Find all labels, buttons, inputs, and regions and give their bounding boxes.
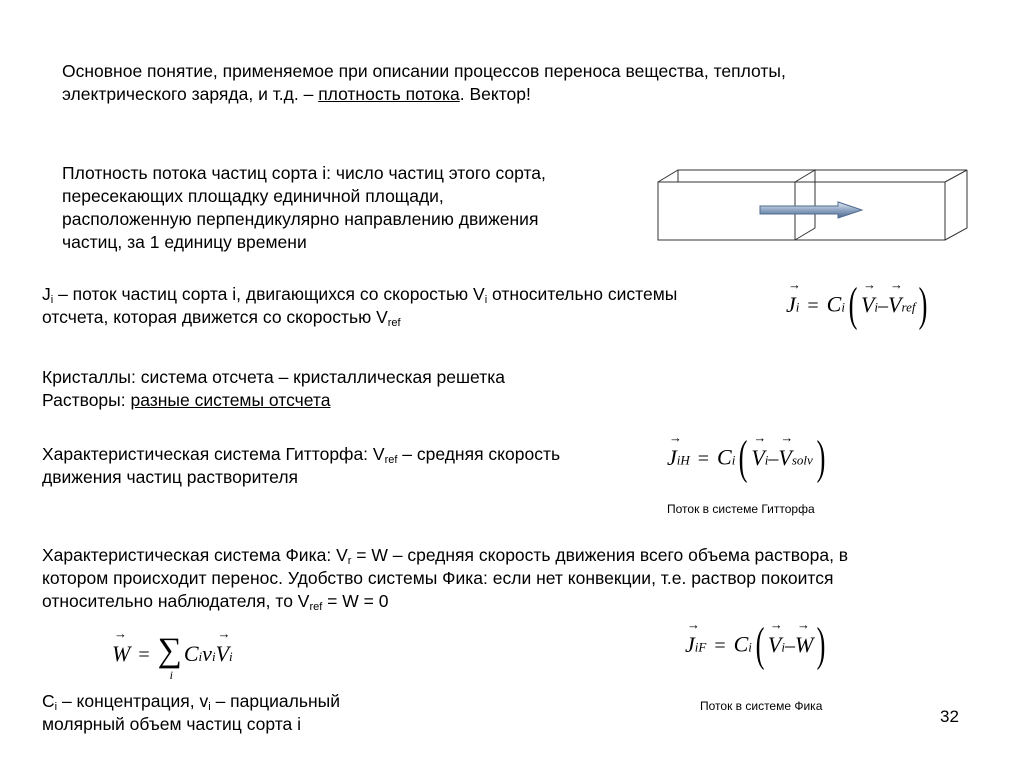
fick-line: = W = 0: [322, 591, 389, 611]
definition-line: частиц, за 1 единицу времени: [62, 232, 307, 252]
subscript: iF: [694, 639, 707, 655]
definition-line: Плотность потока частиц сорта i: число частиц этого сорта,: [62, 163, 546, 183]
subscript: i: [211, 649, 216, 664]
flux-def-text: – поток частиц сорта i, двигающихся со скоростью V: [53, 284, 485, 304]
formula-flux: [786, 278, 931, 331]
vector-V: → V: [861, 292, 874, 318]
sigma: ∑: [157, 632, 182, 669]
equals-sign: =: [807, 294, 819, 317]
subscript: i: [54, 701, 58, 713]
right-paren: ): [919, 278, 928, 331]
flux-def-text: относительно системы: [487, 284, 678, 304]
subscript: i: [50, 294, 54, 306]
hittorf-caption: Поток в системе Гитторфа: [667, 502, 815, 516]
left-paren: (: [848, 278, 858, 331]
hittorf-line: – средняя скорость: [397, 444, 561, 464]
subscript: i: [731, 452, 736, 468]
intro-line-1: Основное понятие, применяемое при описании процессов переноса вещества, теплоты,: [62, 61, 786, 81]
vector-V: → V: [778, 445, 791, 471]
formula-mean-velocity: [112, 632, 233, 682]
definition-line: пересекающих площадку единичной площади,: [62, 186, 444, 206]
subscript: i: [841, 299, 845, 315]
subscript: i: [781, 639, 785, 655]
concentration-line: молярный объем частиц сорта i: [42, 714, 302, 734]
C-symbol: C: [717, 444, 732, 470]
subscript: i: [795, 299, 800, 315]
subscript: r: [347, 555, 352, 567]
formula-hittorf: [667, 431, 829, 484]
subscript: ref: [901, 299, 916, 315]
vector-J: → J: [786, 292, 796, 318]
intro-line-2: электрического заряда, и т.д. –: [62, 84, 319, 104]
solutions-label: Растворы:: [42, 390, 131, 410]
flux-tube-diagram: [650, 160, 975, 250]
fick-line: котором происходит перенос. Удобство системы Фика: если нет конвекции, т.е. раствор покоится: [42, 568, 834, 588]
section-plane-back: [795, 170, 815, 240]
sum-symbol: [157, 632, 182, 682]
reference-systems-term: разные системы отсчета: [130, 390, 331, 410]
hittorf-text: [42, 443, 662, 489]
equals-sign: =: [714, 634, 726, 657]
vector-V: → V: [888, 292, 901, 318]
C-symbol: C: [733, 631, 749, 657]
vector-J: → J: [667, 445, 677, 471]
subscript: ref: [309, 601, 323, 613]
crystals-line: Кристаллы: система отсчета – кристаллическая решетка: [42, 367, 505, 387]
fick-line: относительно наблюдателя, то V: [42, 591, 310, 611]
crystals-text: [42, 366, 642, 412]
vector-W: → W: [795, 632, 813, 658]
subscript: i: [208, 701, 211, 713]
vector-J: → J: [685, 632, 695, 658]
hittorf-line: Характеристическая система Гитторфа: V: [42, 444, 385, 464]
intro-text: [62, 60, 962, 106]
fick-line: = W – средняя скорость движения всего объема раствора, в: [351, 545, 849, 565]
J-symbol: J: [42, 284, 51, 304]
concentration-line: – концентрация, v: [57, 691, 209, 711]
C-symbol: C: [183, 641, 199, 666]
subscript: solv: [791, 452, 813, 468]
subscript: i: [748, 639, 752, 655]
flux-def-text: отсчета, которая движется со скоростью V: [42, 307, 388, 327]
fick-text: [42, 544, 982, 613]
subscript: i: [874, 299, 879, 315]
definition-line: расположенную перпендикулярно направлению движения: [62, 209, 539, 229]
minus-sign: –: [768, 447, 779, 470]
subscript: ref: [384, 454, 398, 466]
minus-sign: –: [878, 294, 889, 317]
vector-V: → V: [751, 445, 764, 471]
right-paren: ): [816, 618, 826, 671]
C-symbol: C: [42, 691, 55, 711]
intro-line-2-end: . Вектор!: [459, 84, 531, 104]
flux-definition: [42, 283, 782, 329]
fick-caption: Поток в системе Фика: [700, 699, 823, 713]
equals-sign: =: [138, 644, 150, 666]
definition-text: [62, 162, 642, 254]
sum-index: i: [169, 668, 173, 682]
subscript: i: [764, 452, 769, 468]
left-paren: (: [755, 618, 765, 671]
formula-fick: [685, 618, 829, 671]
concentration-text: [42, 690, 442, 736]
vector-W: → W: [112, 641, 130, 667]
subscript: i: [198, 649, 203, 664]
vector-V: → V: [768, 632, 781, 658]
nu-symbol: ν: [202, 641, 212, 666]
fick-line: Характеристическая система Фика: V: [42, 545, 348, 565]
left-paren: (: [738, 431, 748, 484]
minus-sign: –: [784, 634, 795, 657]
subscript: i: [229, 649, 233, 664]
subscript: ref: [387, 317, 401, 329]
vector-V: → V: [216, 641, 229, 667]
C-symbol: C: [826, 291, 842, 317]
concentration-line: – парциальный: [210, 691, 340, 711]
page-number: 32: [940, 707, 959, 726]
flux-density-term: плотность потока: [318, 84, 460, 104]
flow-arrow: [760, 202, 862, 218]
subscript: i: [484, 294, 488, 306]
subscript: iH: [676, 452, 690, 468]
equals-sign: =: [697, 447, 710, 470]
right-paren: ): [816, 431, 826, 484]
hittorf-line: движения частиц растворителя: [42, 467, 299, 487]
